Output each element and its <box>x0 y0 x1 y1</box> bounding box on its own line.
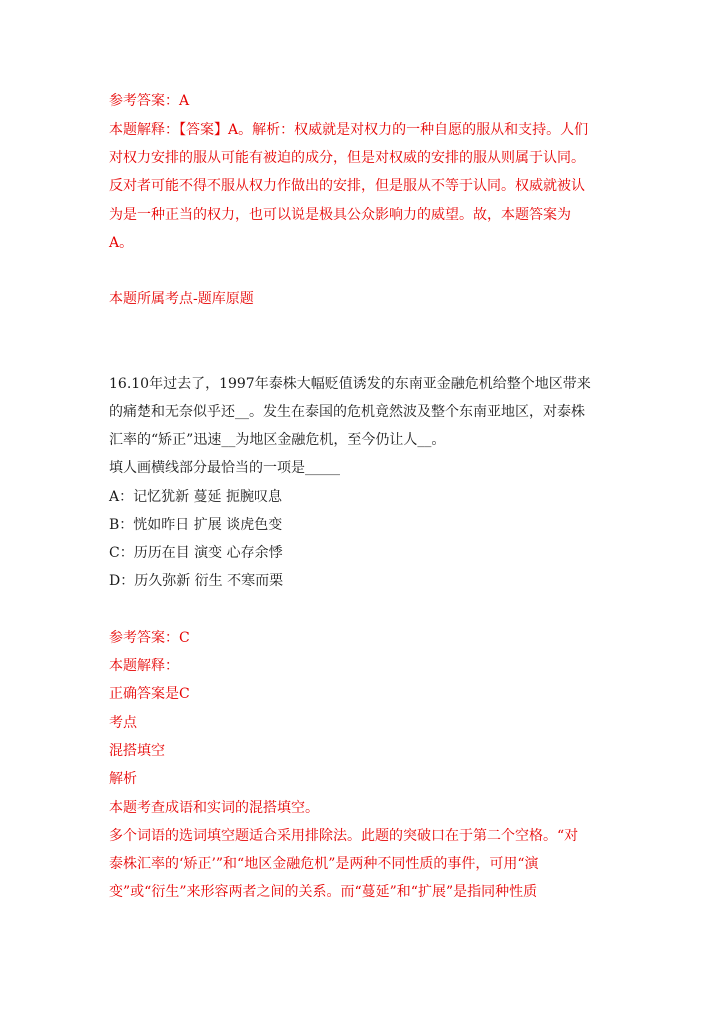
q16-analysis-line: 变”或“衍生”来形容两者之间的关系。而“蔓延”和“扩展”是指同种性质 <box>109 884 538 900</box>
q16-stem-line: 的痛楚和无奈似乎还__。发生在泰国的危机竟然波及整个东南亚地区，对泰株 <box>109 404 585 420</box>
q16-option-d: D：历久弥新 衍生 不寒而栗 <box>109 573 284 589</box>
q15-source: 本题所属考点-题库原题 <box>109 291 254 307</box>
q16-option-a: A：记忆犹新 蔓延 扼腕叹息 <box>109 489 283 505</box>
q16-option-b: B：恍如昨日 扩展 谈虎色变 <box>109 517 283 533</box>
q16-prompt: 填人画横线部分最恰当的一项是_____ <box>109 460 340 476</box>
q16-analysis-line: 多个词语的选词填空题适合采用排除法。此题的突破口在于第二个空格。“对 <box>109 828 579 844</box>
q16-kaodian-label: 考点 <box>109 715 137 731</box>
q16-stem-line: 16.10年过去了，1997年泰株大幅贬值诱发的东南亚金融危机给整个地区带来 <box>109 376 591 392</box>
q16-stem-line: 汇率的“矫正”迅速__为地区金融危机，至今仍让人__。 <box>109 432 446 448</box>
q16-option-c: C：历历在目 演变 心存余悸 <box>109 545 283 561</box>
q16-analysis-line: 本题考查成语和实词的混搭填空。 <box>109 800 319 816</box>
q15-explanation-line: 反对者可能不得不服从权力作做出的安排，但是服从不等于认同。权威就被认 <box>109 178 585 194</box>
q15-explanation-line: 对权力安排的服从可能有被迫的成分，但是对权威的安排的服从则属于认同。 <box>109 150 585 166</box>
q16-analysis-line: 泰株汇率的‘矫正’”和“地区金融危机”是两种不同性质的事件，可用“演 <box>109 856 539 872</box>
q15-answer: 参考答案：A <box>109 93 190 109</box>
q16-explanation-label: 本题解释： <box>109 658 179 674</box>
q15-explanation-line: A。 <box>109 235 134 251</box>
q16-answer: 参考答案：C <box>109 630 190 646</box>
q15-explanation-line: 为是一种正当的权力，也可以说是极具公众影响力的威望。故，本题答案为 <box>109 207 571 223</box>
q16-correct-answer: 正确答案是C <box>109 686 190 702</box>
q15-explanation-line: 本题解释：【答案】A。解析：权威就是对权力的一种自愿的服从和支持。人们 <box>109 122 589 138</box>
q16-kaodian: 混搭填空 <box>109 743 165 759</box>
q16-jiexi-label: 解析 <box>109 771 137 787</box>
